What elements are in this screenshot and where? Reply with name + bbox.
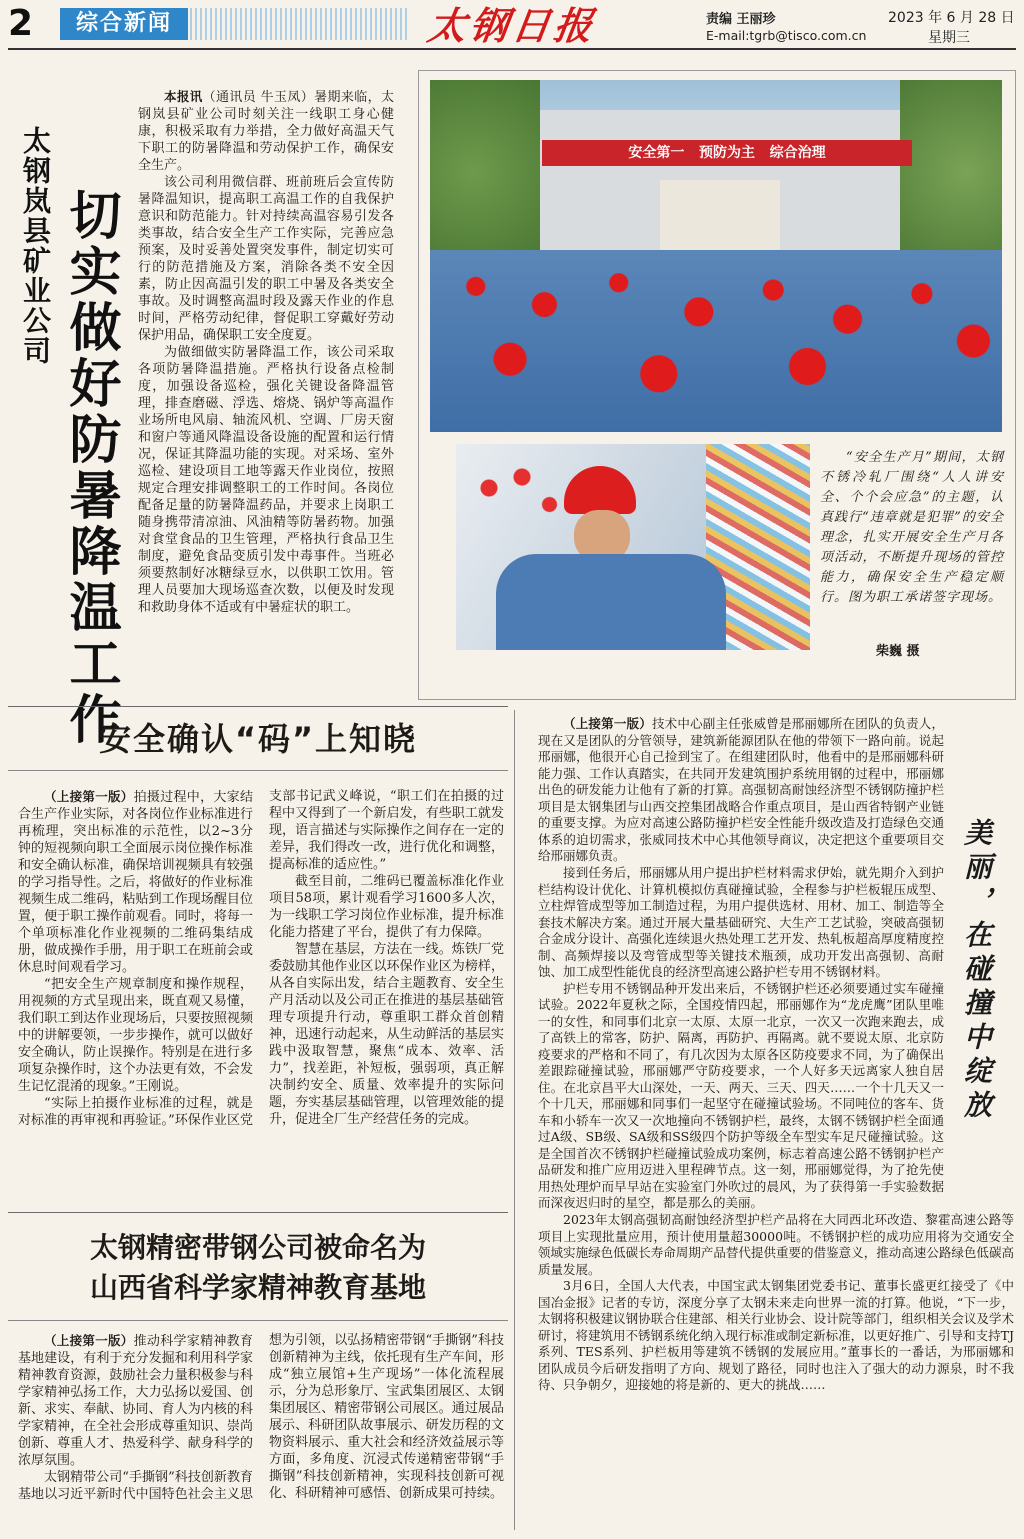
door-icon — [660, 180, 780, 260]
background-helmets-icon — [456, 444, 566, 554]
article4-paragraph: 2023年太钢高强韧高耐蚀经济型护栏产品将在大同西北环改造、黎霍高速公路等项目上实现批量应用，预计使用量超30000吨。不锈钢护栏的成功应用将为交通安全领域实施绿色低碳长寿命周期产品替代提供重要的借鉴意义，推动高速公路绿色低碳高质量发展。 — [538, 1212, 1014, 1277]
section-badge: 综合新闻 — [60, 8, 188, 40]
article4-paragraph: 接到任务后，邢丽娜从用户提出护栏材料需求伊始，就先期介入到护栏结构设计优化、计算机模拟仿真碰撞试验，全程参与护栏板辊压成型、立柱焊管成型等加工制造过程，为用户提供选材、用材、加工、制造等全套技术解决方案。通过开展大量基础研究、大生产工艺试验，突破高强韧合金成分设计、高强化连续退火热处理工艺开发、热轧板超高厚度精度控制、高频焊接以及弯管成型等关键技术瓶颈，成功开发出高强韧、高耐蚀、加工成型性能优良的经济型高速公路护栏专用不锈钢材料。 — [538, 865, 944, 979]
photo-caption: “安全生产月”期间，太钢不锈冷轧厂围绕“人人讲安全、个个会应急”的主题，认真践行“违章就是犯罪”的安全理念，扎实开展安全生产月各项活动，不断提升现场的管控能力，确保安全生产稳定顺行。图为职工承诺签字现场。 — [820, 450, 1004, 605]
page-number: 2 — [8, 3, 34, 44]
weekday: 星期三 — [928, 30, 970, 46]
editor: 责编 王丽珍 — [706, 12, 776, 27]
article3-headline-line2: 山西省科学家精神教育基地 — [89, 1271, 426, 1304]
article1-lead: 本报讯 — [164, 89, 203, 104]
article4-body-continued — [538, 865, 944, 1212]
article1-headline: 切实做好防暑降温工作 — [60, 188, 120, 748]
article1-byline: （通讯员 牛玉凤） — [202, 90, 315, 105]
article2-headline: 安全确认“码”上知晓 — [98, 720, 418, 758]
article1-body — [138, 88, 394, 616]
article4-paragraph: 护栏专用不锈钢品种开发出来后，不锈钢护栏还必须要通过实车碰撞试验。2022年夏秋之际，全国疫情四起，邢丽娜作为“龙虎鹰”团队里唯一的女性，和同事们北京一太原、太原一北京，一次又一次跑来跑去，成了高铁上的常客，防护、隔离，再防护、再隔离。就不要说太原、北京防疫要求的严格和不同了，有几次因为太原各区防疫要求不同，为了确保出差跟踪碰撞试验，邢丽娜严守防疫要求，一个人好多天远离家人独自居住。在北京昌平大山深处，一天、两天、三天、四天……一个十几天又一个十几天，邢丽娜和同事们一起坚守在碰撞试验场。不同吨位的客车、货车和小轿车一次又一次地撞向不锈钢护栏，最终，太钢不锈钢护栏全面通过A级、SB级、SA级和SS级四个防护等级全车型实车足尺碰撞试验。这是全国首次不锈钢护栏碰撞试验成功案例，标志着高速公路不锈钢护栏产品研发和推广应用迈进入里程碑节点。这一刻，邢丽娜觉得，为了抢先使用热处理炉而早早站在实验室门外吹过的晨风，为了获得第一手实验数据而深夜迟归时的星空，都是那么的美丽。 — [538, 980, 944, 1210]
article2-paragraph: 截至目前，二维码已覆盖标准化作业项目58项，累计观看学习1600多人次，为一线职工学习岗位作业标准，提升标准化能力搭建了平台，提供了有力保障。 — [269, 874, 504, 940]
article2-paragraph: “把安全生产规章制度和操作规程，用视频的方式呈现出来，既直观又易懂，我们职工到达作业现场后，只要按照视频中的讲解要领，一步步操作，就可以做好安全确认，防止误操作。特别是在进行多项复杂操作时，这个办法更有效，不会发生记忆混淆的现象。”王刚说。 — [18, 977, 253, 1094]
email: E-mail:tgrb@tisco.com.cn — [706, 28, 867, 43]
article3-paragraph: 太钢精带公司“手撕钢”科技创新教育基地以习近平新时代中国特色社会主义思想为引领，以弘扬精密带钢“手撕钢”科技创新精神为主线，依托现有生产车间，形成“独立展馆+生产现场”一体化流程展示，分为总形象厅、宝武集团展区、太钢集团展区、精密带钢公司展区。通过展品展示、科研团队故事展示、研发历程的文物资料展示、重大社会和经济效益展示等方面，多角度、沉浸式传递精密带钢“手撕钢”科技创新精神，实现科技创新可视化、科研精神可感悟、创新成果可持续。 — [18, 1333, 504, 1502]
article4-body — [538, 716, 944, 865]
pledge-signing-photo — [456, 444, 810, 650]
article1-paragraph: 该公司利用微信群、班前班后会宣传防暑降温知识，提高职工高温工作的自我保护意识和防范能力。针对持续高温容易引发各类事故，结合安全生产工作实际，完善应急预案，及时妥善处置突发事件，制定切实可行的防范措施及方案，消除各类不安全因素，防止因高温引发的职工中暑及各类安全事故。及时调整高温时段及露天作业的作息时间，严格劳动纪律，督促职工穿戴好劳动保护用品，确保职工安全度夏。 — [138, 175, 394, 343]
article2-paragraph: 智慧在基层，方法在一线。炼铁厂党委鼓励其他作业区以环保作业区为榜样，从各自实际出发，结合主题教育、安全生产月活动以及公司正在推进的基层基础管理专项提升行动，尊重职工群众首创精神，迅速行动起来，从生动鲜活的基层实践中汲取智慧，聚焦“成本、效率、活力”，找差距，补短板，强弱项，真正解决制约安全、质量、效率提升的实际问题，夯实基层基础管理，以管理效能的提升，促进全厂生产经营任务的完成。 — [269, 942, 504, 1127]
article3-headline-line1: 太钢精密带钢公司被命名为 — [89, 1231, 426, 1264]
article1-paragraph: 为做细做实防暑降温工作，该公司采取各项防暑降温措施。严格执行设备点检制度，加强设备巡检，强化关键设备降温管理，排查磨磁、浮选、熔烧、锅炉等高温作业场所电风扇、轴流风机、空调、厂房天窗和窗户等通风降温设备设施的配置和运行情况，保证其降温功能的实现。对采场、室外巡检、建设项目工地等露天作业岗位，按照规定合理安排调整职工的工作时间。各岗位配备足量的防暑降温药品，并要求上岗职工随身携带清凉油、风油精等防暑药物。加强对食堂食品的卫生管理，严格执行食品卫生制度，避免食品变质引发中毒事件。当班必须要熬制好冰糖绿豆水，以供职工饮用。管理人员要加大现场巡查次数，以便及时发现和救助身体不适或有中暑症状的职工。 — [138, 345, 394, 615]
date: 2023 年 6 月 28 日 — [888, 10, 1015, 26]
article2-paragraph: （上接第一版）拍摄过程中，大家结合生产作业实际，对各岗位作业标准进行再梳理，突出标准的示范性，以2~3分钟的短视频向职工全面展示岗位操作标准和安全确认标准，确保培训视频具有较强的学习指导性。之后，将做好的作业标准视频生成二维码，粘贴到工作现场醒目位置，便于职工操作前观看。同时，将每一个单项标准化作业视频的二维码集结成册，做成操作手册，用于职工在班前会或休息时间观看学习。 — [18, 789, 253, 975]
workers-crowd-icon — [430, 250, 1002, 432]
article3-paragraph: （上接第一版）推动科学家精神教育基地建设，有利于充分发掘和利用科学家精神教育资源，鼓励社会力量积极参与科学家精神弘扬工作，大力弘扬以爱国、创新、求实、奉献、协同、育人为内核的科学家精神，在全社会形成尊重知识、崇尚创新、尊重人才、热爱科学、献身科学的浓厚氛围。 — [18, 1333, 253, 1468]
article2-body — [18, 788, 504, 1208]
article2-lead: （上接第一版） — [44, 789, 134, 804]
headline-rule — [8, 770, 508, 771]
article4-lead: （上接第一版） — [563, 716, 652, 731]
masthead-rule — [8, 48, 1016, 50]
article2-paragraph: “实际上拍摄作业标准的过程，就是对标准的再审视和再验证。”环保作业区党支部书记武义峰说，“职工们在拍摄的过程中又得到了一个新启发，有些职工就发现，语言描述与实际操作之间存在一定的差异，我们得改一改，进行优化和调整，提高标准的适应性。” — [18, 789, 504, 1128]
article1-paragraph: 本报讯（通讯员 牛玉凤）暑期来临，太钢岚县矿业公司时刻关注一线职工身心健康，积极采取有力举措，全力做好高温天气下职工的防暑降温和劳动保护工作，确保安全生产。 — [138, 89, 394, 173]
worker-helmet-icon — [564, 466, 636, 514]
article4-headline: 美丽，在碰撞中绽放 — [960, 818, 993, 1124]
article4-body-bottom — [538, 1212, 1014, 1394]
paper-logo: 太钢日报 — [424, 3, 600, 48]
section-rule — [8, 706, 508, 707]
photo-credit: 柴巍 摄 — [876, 644, 920, 659]
headline-rule — [8, 1320, 508, 1321]
article3-body — [18, 1332, 504, 1532]
worker-uniform-icon — [496, 554, 726, 650]
column-rule — [514, 710, 515, 1530]
safety-banner: 安全第一 预防为主 综合治理 — [542, 140, 912, 166]
article1-kicker: 太钢岚县矿业公司 — [19, 126, 52, 366]
section-badge-stripes — [190, 8, 410, 40]
article4-paragraph: （上接第一版）技术中心副主任张威曾是邢丽娜所在团队的负责人，现在又是团队的分管领导，建筑新能源团队在他的带领下一路向前。说起邢丽娜，他很开心自己捡到宝了。在组建团队时，他看中的是邢丽娜科研能力强、工作认真踏实，在共同开发建筑围护系统用钢的过程中，邢丽娜出色的研发能力让他有了新的打算。高强韧高耐蚀经济型不锈钢防撞护栏项目是太钢集团与山西交控集团战略合作重点项目，是山西省特钢产业链的重要支撑。为应对高速公路防撞护栏安全性能升级改造及打造绿色交通体系的迫切需求，张威同技术中心其他领导商议，决定把这个重要项目交给邢丽娜负责。 — [538, 716, 944, 863]
article3-lead: （上接第一版） — [44, 1333, 134, 1348]
article4-paragraph: 3月6日，全国人大代表，中国宝武太钢集团党委书记、董事长盛更红接受了《中国冶金报》记者的专访，深度分享了太钢未来走向世界一流的打算。他说，“下一步，太钢将积极建议钢协联合住建部、相关行业协会、设计院等部门，组织相关会议及学术研讨，将建筑用不锈钢系统化纳入现行标准或制定新标准，以更好推广、引导和支持TJ系列、TES系列、护栏板用等建筑不锈钢的发展应用。”董事长的一番话，为邢丽娜和团队成员今后研发指明了方向、规划了路径，同时也注入了强大的动力源泉，时不我待、只争朝夕，迎接她的将是新的、更大的挑战…… — [538, 1278, 1014, 1392]
safety-rally-photo — [430, 80, 1002, 432]
section-rule — [8, 1212, 508, 1213]
